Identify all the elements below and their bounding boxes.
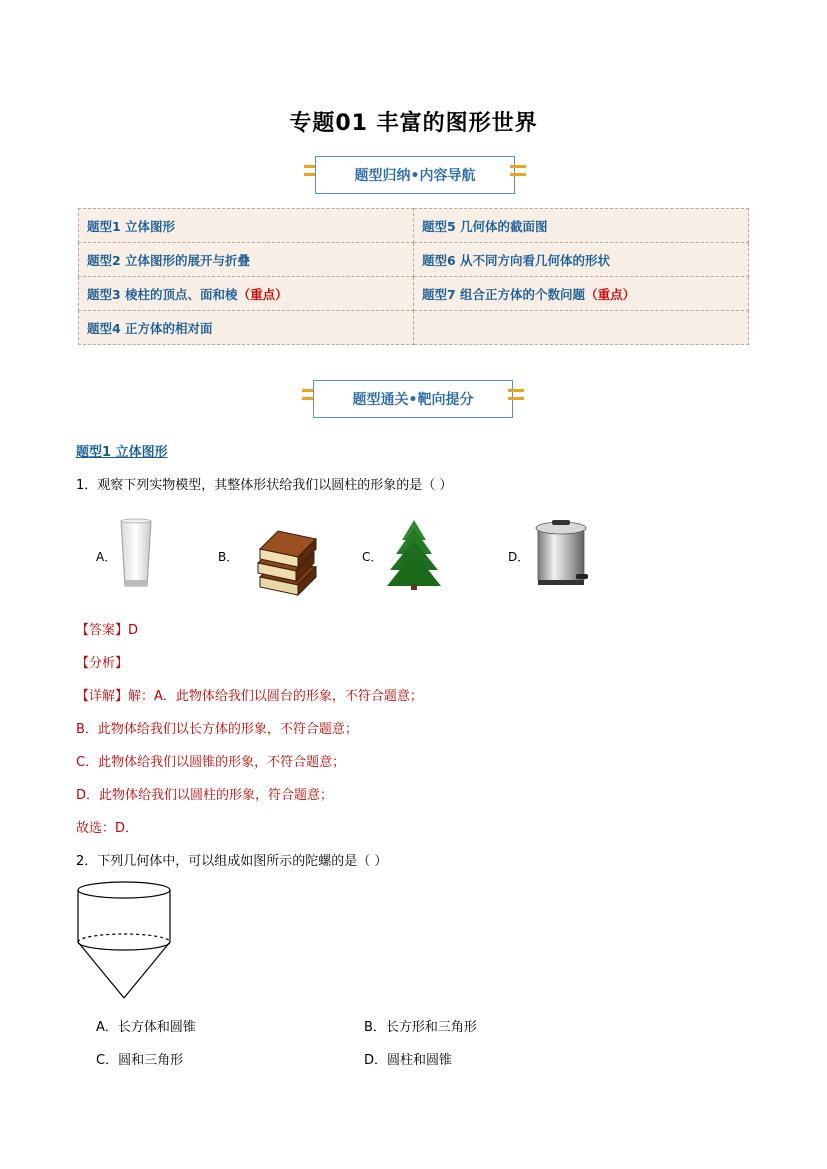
nav-cell[interactable] <box>79 243 414 277</box>
nav-row <box>79 311 749 345</box>
nav-cell[interactable] <box>79 311 414 345</box>
spinning-top-figure <box>74 880 174 1002</box>
choice-a[interactable]: A．长方体和圆锥 <box>96 1020 196 1035</box>
option-c-label: C． <box>362 550 383 564</box>
banner-right-decoration <box>510 165 526 176</box>
nav-cell[interactable] <box>414 277 749 311</box>
nav-label: 题型5 几何体的截面图 <box>422 218 548 234</box>
nav-row <box>79 277 749 311</box>
banner-practice <box>302 380 524 418</box>
nav-label: 题型3 棱柱的顶点、面和棱 <box>87 286 238 302</box>
key-mark: （重点） <box>585 286 636 302</box>
detail-label: 【详解】 <box>76 689 129 704</box>
nav-cell[interactable] <box>79 277 414 311</box>
banner-right-decoration <box>508 389 524 400</box>
choice-c[interactable]: C．圆和三角形 <box>96 1053 184 1068</box>
key-mark: （重点） <box>237 286 288 302</box>
nav-row <box>79 243 749 277</box>
nav-label: 题型2 立体图形的展开与折叠 <box>87 252 251 268</box>
option-b-label: B． <box>218 550 239 564</box>
detail-line: 故选：D． <box>76 821 139 836</box>
detail-text: 解：A．此物体给我们以圆台的形象，不符合题意； <box>128 689 423 704</box>
nav-cell[interactable] <box>79 209 414 243</box>
topic-navigation-table <box>78 208 749 345</box>
analysis-label: 【分析】 <box>76 656 129 671</box>
nav-cell[interactable] <box>414 243 749 277</box>
banner-navigation <box>304 156 526 194</box>
detail-line: D．此物体给我们以圆柱的形象，符合题意； <box>76 788 334 803</box>
answer-label: 【答案】D <box>76 623 139 638</box>
nav-label: 题型1 立体图形 <box>87 218 176 234</box>
section-heading: 题型1 立体图形 <box>76 445 168 460</box>
option-a-label: A． <box>96 550 117 564</box>
detail-line: B．此物体给我们以长方体的形象，不符合题意； <box>76 722 358 737</box>
nav-label: 题型4 正方体的相对面 <box>87 320 213 336</box>
banner-label: 题型通关•靶向提分 <box>313 380 513 418</box>
nav-cell[interactable] <box>414 209 749 243</box>
trash-can-icon <box>532 518 592 588</box>
detail-line: C．此物体给我们以圆锥的形象，不符合题意； <box>76 755 346 770</box>
glass-cup-icon <box>118 518 154 590</box>
stacked-books-icon <box>254 527 320 597</box>
question-2-stem: 2．下列几何体中，可以组成如图所示的陀螺的是（ ） <box>76 854 388 869</box>
question-1-stem: 1．观察下列实物模型，其整体形状给我们以圆柱的形象的是（ ） <box>76 478 453 493</box>
choice-d[interactable]: D．圆柱和圆锥 <box>364 1053 453 1068</box>
nav-cell-empty <box>414 311 749 345</box>
option-d-label: D． <box>508 550 530 564</box>
choice-b[interactable]: B．长方形和三角形 <box>364 1020 477 1035</box>
detail-line <box>76 685 423 704</box>
banner-label: 题型归纳•内容导航 <box>315 156 515 194</box>
pine-tree-icon <box>386 518 442 590</box>
nav-label: 题型7 组合正方体的个数问题 <box>422 286 586 302</box>
nav-label: 题型6 从不同方向看几何体的形状 <box>422 252 611 268</box>
nav-row <box>79 209 749 243</box>
page-title: 专题01 丰富的图形世界 <box>289 111 538 136</box>
